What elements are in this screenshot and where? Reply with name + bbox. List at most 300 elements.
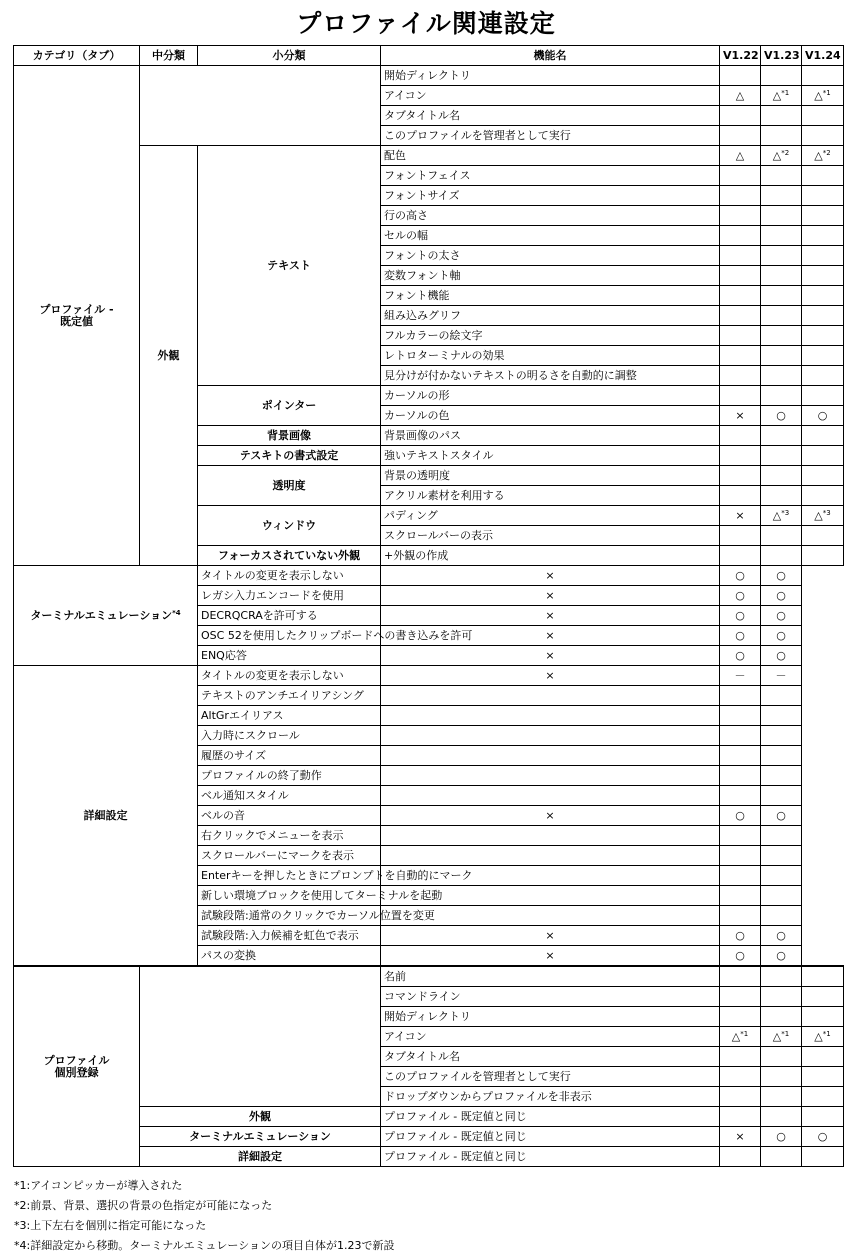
status-v122: [381, 826, 720, 846]
feature-name: AltGrエイリアス: [198, 706, 381, 726]
status-v122: [720, 546, 761, 566]
status-mark: ×: [735, 1129, 745, 1143]
status-v122: [720, 326, 761, 346]
feature-name: 名前: [381, 966, 720, 987]
feature-name: プロファイル - 既定値と同じ: [381, 1127, 720, 1147]
status-v122: [720, 146, 761, 166]
status-v122: [720, 506, 761, 526]
status-v123: [720, 626, 761, 646]
status-v122: [381, 786, 720, 806]
status-v122: [381, 666, 720, 686]
status-v123: [761, 106, 802, 126]
feature-name: タイトルの変更を表示しない: [198, 566, 381, 586]
feature-name: このプロファイルを管理者として実行: [381, 1067, 720, 1087]
status-v124: [802, 1107, 844, 1127]
status-v122: [381, 706, 720, 726]
status-v123: [720, 746, 761, 766]
group-terminal-emulation-individual-label: ターミナルエミュレーション: [189, 1129, 331, 1143]
feature-name: フォントの太さ: [381, 246, 720, 266]
group-advanced-label: 詳細設定: [83, 808, 128, 822]
status-v122: [720, 246, 761, 266]
feature-name: パディング: [381, 506, 720, 526]
status-v123: [761, 326, 802, 346]
status-v123: [761, 206, 802, 226]
category-individual: [14, 966, 140, 1167]
status-v123: [720, 906, 761, 926]
status-v124: [761, 626, 802, 646]
status-v122: [720, 1127, 761, 1147]
status-v123: [761, 1067, 802, 1087]
status-mark: ○: [776, 928, 786, 942]
status-v124: [802, 66, 844, 86]
status-v124: [802, 146, 844, 166]
status-v123: [761, 1007, 802, 1027]
feature-name: セルの幅: [381, 226, 720, 246]
status-v122: [720, 106, 761, 126]
feature-name: 開始ディレクトリ: [381, 66, 720, 86]
header-v122: V1.22: [720, 46, 761, 66]
status-v123: [720, 826, 761, 846]
status-v124: [761, 726, 802, 746]
status-v124: [802, 186, 844, 206]
status-mark: △: [731, 1029, 741, 1043]
status-v123: [720, 706, 761, 726]
feature-name: ドロップダウンからプロファイルを非表示: [381, 1087, 720, 1107]
footnote-3: *3:上下左右を個別に指定可能になった: [14, 1219, 207, 1232]
status-v123: [761, 546, 802, 566]
feature-name: 試験段階:入力候補を虹色で表示: [198, 926, 381, 946]
status-v123: [761, 166, 802, 186]
status-v124: [802, 246, 844, 266]
feature-name: 配色: [381, 146, 720, 166]
status-v122: [720, 446, 761, 466]
status-v123: [761, 987, 802, 1007]
status-v124: [761, 606, 802, 626]
status-v123: [720, 566, 761, 586]
feature-name: 変数フォント軸: [381, 266, 720, 286]
feature-name: プロファイル - 既定値と同じ: [381, 1147, 720, 1167]
header-middle: 中分類: [140, 46, 198, 66]
status-v123: [720, 686, 761, 706]
table-row: [14, 66, 844, 86]
status-mark: ×: [545, 808, 555, 822]
subgroup-pointer: [198, 386, 381, 426]
status-mark: △: [735, 148, 745, 162]
status-v124: [802, 226, 844, 246]
group-appearance-label: 外観: [157, 348, 180, 362]
feature-name: ベル通知スタイル: [198, 786, 381, 806]
status-v124: [802, 1127, 844, 1147]
status-v122: [381, 606, 720, 626]
feature-name: プロファイルの終了動作: [198, 766, 381, 786]
status-v123: [720, 926, 761, 946]
status-v124: [802, 1027, 844, 1047]
feature-name: 背景画像のパス: [381, 426, 720, 446]
header-row: [14, 46, 844, 66]
status-mark: ○: [735, 628, 745, 642]
status-mark: ○: [735, 928, 745, 942]
status-mark: △: [814, 1029, 823, 1043]
feature-name: スクロールバーの表示: [381, 526, 720, 546]
status-mark: ○: [776, 408, 786, 422]
table-row: [14, 566, 844, 586]
status-v124: [802, 1087, 844, 1107]
subgroup-text-label: テキスト: [267, 258, 311, 272]
status-v122: [720, 226, 761, 246]
status-v122: [720, 346, 761, 366]
footnotes: [14, 1176, 395, 1256]
status-mark: ○: [776, 588, 786, 602]
status-v123: [761, 506, 802, 526]
status-v124: [761, 706, 802, 726]
feature-name: OSC 52を使用したクリップボードへの書き込みを許可: [198, 626, 381, 646]
subgroup-window-label: ウィンドウ: [261, 518, 317, 532]
status-v124: [761, 566, 802, 586]
feature-name: フォントフェイス: [381, 166, 720, 186]
group-terminal-emulation: [14, 566, 198, 666]
status-v124: [761, 946, 802, 967]
feature-name: アクリル素材を利用する: [381, 486, 720, 506]
status-v124: [761, 826, 802, 846]
status-v123: [761, 1027, 802, 1047]
status-v122: [720, 1087, 761, 1107]
status-v124: [802, 1067, 844, 1087]
header-v124: V1.24: [802, 46, 844, 66]
status-v124: [761, 746, 802, 766]
status-v124: [802, 426, 844, 446]
feature-name: +外観の作成: [381, 546, 720, 566]
header-v123: V1.23: [761, 46, 802, 66]
status-v123: [720, 646, 761, 666]
footnote-ref: *3: [781, 508, 790, 517]
status-mark: △: [772, 508, 782, 522]
status-mark: ×: [545, 588, 555, 602]
footnote-ref: *1: [781, 1029, 790, 1038]
feature-name: 右クリックでメニューを表示: [198, 826, 381, 846]
feature-name: 試験段階:通常のクリックでカーソル位置を変更: [198, 906, 381, 926]
status-v122: [720, 126, 761, 146]
feature-name: 背景の透明度: [381, 466, 720, 486]
status-v122: [381, 846, 720, 866]
status-v123: [761, 426, 802, 446]
status-v122: [720, 1047, 761, 1067]
status-v122: [720, 1147, 761, 1167]
group-advanced-individual-label: 詳細設定: [238, 1149, 282, 1163]
status-v124: [761, 806, 802, 826]
status-v122: [720, 206, 761, 226]
status-v122: [720, 486, 761, 506]
status-v122: [720, 86, 761, 106]
subgroup-transparency-label: 透明度: [272, 478, 306, 492]
status-v122: [720, 266, 761, 286]
feature-name: コマンドライン: [381, 987, 720, 1007]
status-v124: [761, 846, 802, 866]
status-v124: [802, 206, 844, 226]
status-v123: [720, 846, 761, 866]
status-v122: [381, 566, 720, 586]
status-v123: [720, 586, 761, 606]
status-v122: [720, 166, 761, 186]
status-v123: [761, 146, 802, 166]
status-v122: [720, 426, 761, 446]
status-v123: [720, 786, 761, 806]
status-mark: ○: [776, 648, 786, 662]
status-v123: [720, 806, 761, 826]
status-v122: [720, 1027, 761, 1047]
status-v122: [720, 526, 761, 546]
feature-name: スクロールバーにマークを表示: [198, 846, 381, 866]
status-v123: [761, 266, 802, 286]
status-v123: [761, 226, 802, 246]
feature-name: レトロターミナルの効果: [381, 346, 720, 366]
status-v122: [720, 406, 761, 426]
feature-name: このプロファイルを管理者として実行: [381, 126, 720, 146]
status-v124: [802, 166, 844, 186]
feature-name: Enterキーを押したときにプロンプトを自動的にマーク: [198, 866, 381, 886]
status-mark: ×: [545, 928, 555, 942]
status-mark: ○: [735, 948, 745, 962]
status-v123: [761, 346, 802, 366]
status-v123: [761, 286, 802, 306]
status-mark: △: [772, 88, 782, 102]
status-v123: [720, 666, 761, 686]
status-v124: [761, 906, 802, 926]
group-appearance: [140, 146, 198, 566]
feature-name: カーソルの色: [381, 406, 720, 426]
status-v124: [761, 786, 802, 806]
subgroup-text-format: [198, 446, 381, 466]
status-v124: [761, 866, 802, 886]
header-small: 小分類: [198, 46, 381, 66]
status-mark: △: [772, 1029, 782, 1043]
status-v122: [381, 806, 720, 826]
feature-name: 新しい環境ブロックを使用してターミナルを起動: [198, 886, 381, 906]
settings-table: [13, 45, 844, 1167]
status-v123: [761, 306, 802, 326]
status-v122: [720, 466, 761, 486]
subgroup-background-image: [198, 426, 381, 446]
status-v122: [720, 386, 761, 406]
feature-name: ベルの音: [198, 806, 381, 826]
status-v124: [761, 646, 802, 666]
status-mark: ×: [735, 508, 745, 522]
status-mark: ○: [735, 608, 745, 622]
status-v124: [761, 766, 802, 786]
status-v124: [802, 86, 844, 106]
status-v124: [802, 1147, 844, 1167]
status-v123: [761, 1107, 802, 1127]
feature-name: ENQ応答: [198, 646, 381, 666]
status-v123: [720, 766, 761, 786]
status-v122: [720, 186, 761, 206]
status-v122: [720, 306, 761, 326]
status-v122: [720, 1107, 761, 1127]
status-mark: ×: [735, 408, 745, 422]
status-v124: [761, 686, 802, 706]
subgroup-unfocused-label: フォーカスされていない外観: [217, 548, 361, 562]
status-v123: [761, 466, 802, 486]
status-v123: [761, 1147, 802, 1167]
status-v123: [761, 1127, 802, 1147]
feature-name: フルカラーの絵文字: [381, 326, 720, 346]
status-v123: [761, 86, 802, 106]
status-v122: [720, 1007, 761, 1027]
status-v123: [761, 186, 802, 206]
table-row: [14, 666, 844, 686]
status-mark: ○: [776, 948, 786, 962]
status-v124: [802, 386, 844, 406]
status-v122: [381, 646, 720, 666]
status-v123: [761, 1087, 802, 1107]
status-mark: △: [814, 148, 823, 162]
status-v122: [720, 66, 761, 86]
footnote-ref: *1: [781, 88, 790, 97]
status-v122: [381, 926, 720, 946]
status-v123: [720, 606, 761, 626]
status-v122: [720, 987, 761, 1007]
subgroup-pointer-label: ポインター: [261, 398, 317, 412]
status-v124: [802, 346, 844, 366]
status-mark: ×: [545, 568, 555, 582]
status-mark: △: [735, 88, 745, 102]
category-default: [14, 66, 140, 566]
status-mark: △: [814, 508, 823, 522]
status-mark: ○: [776, 568, 786, 582]
footnote-ref: *3: [822, 508, 831, 517]
group-terminal-emulation-footnote-ref: *4: [172, 608, 181, 617]
status-v123: [761, 366, 802, 386]
feature-name: 組み込みグリフ: [381, 306, 720, 326]
feature-name: カーソルの形: [381, 386, 720, 406]
status-v124: [802, 126, 844, 146]
status-v124: [802, 466, 844, 486]
category-default-label: プロファイル - 既定値: [39, 302, 114, 328]
status-v122: [381, 726, 720, 746]
table-row: [14, 966, 844, 987]
status-v124: [761, 886, 802, 906]
page-title: プロファイル関連設定: [296, 9, 556, 38]
footnote-2: *2:前景、背景、選択の背景の色指定が可能になった: [14, 1199, 273, 1212]
status-mark: －: [775, 668, 787, 682]
status-v124: [761, 666, 802, 686]
status-v123: [761, 386, 802, 406]
header-feature: 機能名: [381, 46, 720, 66]
status-mark: ○: [817, 1129, 828, 1143]
group-appearance-individual: [140, 1107, 381, 1127]
feature-name: 強いテキストスタイル: [381, 446, 720, 466]
footnote-ref: *1: [822, 88, 831, 97]
status-mark: ○: [735, 568, 745, 582]
subgroup-transparency: [198, 466, 381, 506]
status-v124: [802, 286, 844, 306]
status-v122: [720, 366, 761, 386]
subgroup-text: [198, 146, 381, 386]
feature-name: パスの変換: [198, 946, 381, 967]
feature-name: タブタイトル名: [381, 1047, 720, 1067]
status-v122: [381, 686, 720, 706]
feature-name: タイトルの変更を表示しない: [198, 666, 381, 686]
status-v124: [802, 366, 844, 386]
status-mark: ×: [545, 648, 555, 662]
status-mark: ○: [776, 808, 786, 822]
group-terminal-emulation-individual: [140, 1127, 381, 1147]
status-v124: [802, 1047, 844, 1067]
footnote-ref: *2: [781, 148, 790, 157]
status-mark: ○: [735, 588, 745, 602]
subgroup-window: [198, 506, 381, 546]
group-general: [140, 66, 381, 146]
group-individual-general: [140, 966, 381, 1107]
footnote-4: *4:詳細設定から移動。ターミナルエミュレーションの項目自体が1.23で新設: [14, 1239, 395, 1252]
table-body: [14, 66, 844, 1167]
status-v122: [720, 1067, 761, 1087]
status-v124: [802, 446, 844, 466]
status-v124: [802, 966, 844, 987]
group-advanced: [14, 666, 198, 967]
status-mark: ○: [776, 628, 786, 642]
status-v124: [802, 486, 844, 506]
status-v123: [761, 486, 802, 506]
status-v124: [802, 306, 844, 326]
status-v124: [802, 987, 844, 1007]
status-v122: [720, 286, 761, 306]
feature-name: プロファイル - 既定値と同じ: [381, 1107, 720, 1127]
status-v124: [802, 406, 844, 426]
footnote-ref: *1: [740, 1029, 749, 1038]
feature-name: レガシ入力エンコードを使用: [198, 586, 381, 606]
status-v123: [761, 406, 802, 426]
feature-name: 見分けが付かないテキストの明るさを自動的に調整: [381, 366, 720, 386]
footnote-ref: *2: [822, 148, 831, 157]
status-v123: [761, 126, 802, 146]
feature-name: 入力時にスクロール: [198, 726, 381, 746]
subgroup-background-image-label: 背景画像: [267, 428, 311, 442]
status-v123: [761, 66, 802, 86]
status-v123: [761, 446, 802, 466]
status-mark: ○: [735, 648, 745, 662]
group-advanced-individual: [140, 1147, 381, 1167]
status-v123: [720, 726, 761, 746]
feature-name: DECRQCRAを許可する: [198, 606, 381, 626]
feature-name: アイコン: [381, 1027, 720, 1047]
status-mark: ○: [817, 408, 828, 422]
status-mark: ×: [545, 608, 555, 622]
status-mark: ○: [776, 608, 786, 622]
feature-name: 開始ディレクトリ: [381, 1007, 720, 1027]
status-v122: [381, 586, 720, 606]
status-v123: [720, 886, 761, 906]
status-v123: [761, 526, 802, 546]
feature-name: 履歴のサイズ: [198, 746, 381, 766]
feature-name: 行の高さ: [381, 206, 720, 226]
status-v124: [802, 106, 844, 126]
status-v123: [761, 966, 802, 987]
status-mark: △: [814, 88, 823, 102]
status-mark: ×: [545, 628, 555, 642]
feature-name: アイコン: [381, 86, 720, 106]
feature-name: フォント機能: [381, 286, 720, 306]
footnote-ref: *1: [822, 1029, 831, 1038]
status-v124: [802, 506, 844, 526]
status-mark: ×: [545, 948, 555, 962]
status-mark: ○: [735, 808, 745, 822]
group-terminal-emulation-label: ターミナルエミュレーション: [30, 608, 173, 622]
status-v123: [720, 946, 761, 967]
category-individual-label: プロファイル 個別登録: [43, 1053, 110, 1079]
status-v122: [381, 946, 720, 967]
status-mark: ×: [545, 668, 555, 682]
header-category: カテゴリ（タブ）: [14, 46, 140, 66]
